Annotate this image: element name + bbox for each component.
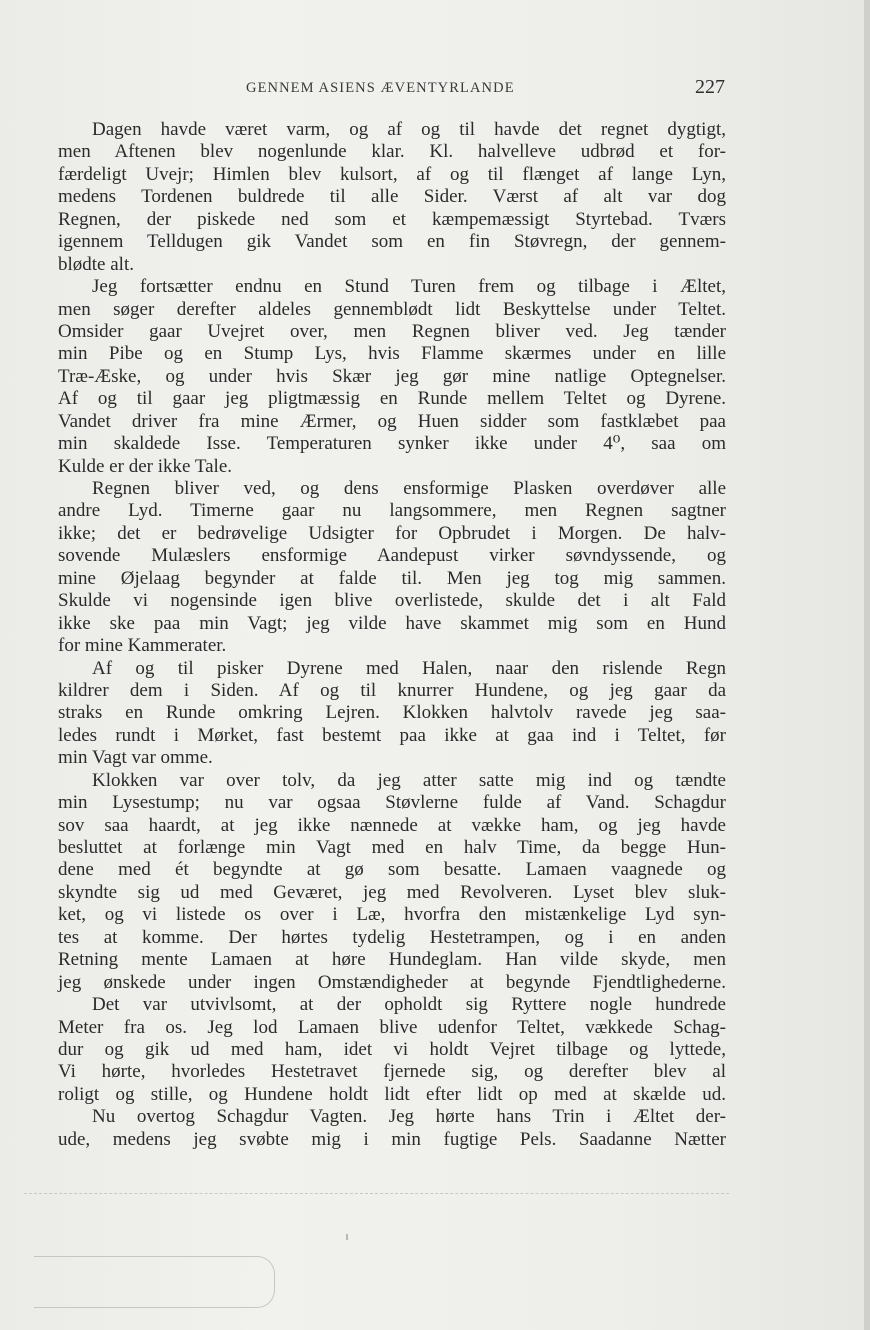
text-line: besluttet at forlænge min Vagt med en halv Time, da begge Hun- [58, 837, 726, 858]
text-line: Dagen havde været varm, og af og til havde det regnet dygtigt, [92, 119, 726, 140]
text-line: jeg ønskede under ingen Omstændigheder at begynde Fjendtlighederne. [58, 971, 726, 993]
text-line: Det var utvivlsomt, at der opholdt sig Ryttere nogle hundrede [92, 994, 726, 1016]
binding-bracket-mark [34, 1256, 275, 1308]
text-line: Af og til gaar jeg pligtmæssig en Runde mellem Teltet og Dyrene. [58, 388, 726, 410]
text-line: Regnen bliver ved, og dens ensformige Plasken overdøver alle [92, 478, 726, 499]
text-line: færdeligt Uvejr; Himlen blev kulsort, af og til flænget af lange Lyn, [58, 163, 726, 185]
text-line: Jeg fortsætter endnu en Stund Turen frem og tilbage i Æltet, [92, 276, 726, 298]
text-line: Omsider gaar Uvejret over, men Regnen bliver ved. Jeg tænder [58, 320, 726, 342]
text-line: ikke; det er bedrøvelige Udsigter for Opbrudet i Morgen. De halv- [58, 522, 726, 544]
text-line: dur og gik ud med ham, idet vi holdt Vejret tilbage og lyttede, [58, 1038, 726, 1060]
text-line: blødte alt. [58, 253, 134, 275]
text-line: dene med ét begyndte at gø som besatte. Lamaen vaagnede og [58, 859, 726, 881]
text-line: ude, medens jeg svøbte mig i min fugtige Pels. Saadanne Nætter [58, 1128, 726, 1150]
text-line: tes at komme. Der hørtes tydelig Hestetrampen, og i en anden [58, 926, 726, 948]
text-line: min Pibe og en Stump Lys, hvis Flamme skærmes under en lille [58, 343, 726, 365]
text-line: Af og til pisker Dyrene med Halen, naar den rislende Regn [92, 657, 726, 679]
text-line: roligt og stille, og Hundene holdt lidt efter lidt op med at skælde ud. [58, 1083, 726, 1105]
text-line: ikke ske paa min Vagt; jeg vilde have skammet mig som en Hund [58, 612, 726, 634]
text-line: Vandet driver fra mine Ærmer, og Huen sidder som fastklæbet paa [58, 410, 726, 432]
text-line: medens Tordenen buldrede til alle Sider. Værst af alt var dog [58, 186, 726, 208]
page-speck [346, 1234, 348, 1240]
text-line: Vi hørte, hvorledes Hestetravet fjernede sig, og derefter blev al [58, 1061, 726, 1083]
text-line: min skaldede Isse. Temperaturen synker ikke under 4⁰, saa om [58, 433, 726, 455]
text-line: igennem Telldugen gik Vandet som en fin Støvregn, der gennem- [58, 231, 726, 253]
text-line: ket, og vi listede os over i Læ, hvorfra den mistænkelige Lyd syn- [58, 904, 726, 926]
body-text [58, 119, 726, 1151]
text-line: andre Lyd. Timerne gaar nu langsommere, men Regnen sagtner [58, 500, 726, 522]
page-bottom-rule [24, 1193, 729, 1194]
text-line: sovende Mulæslers ensformige Aandepust virker søvndyssende, og [58, 545, 726, 567]
page-edge [864, 0, 870, 1330]
text-line: Træ-Æske, og under hvis Skær jeg gør mine natlige Optegnelser. [58, 365, 726, 387]
text-line: min Vagt var omme. [58, 747, 213, 769]
page-number: 227 [695, 76, 725, 98]
text-line: men Aftenen blev nogenlunde klar. Kl. halvelleve udbrød et for- [58, 141, 726, 163]
text-line: men søger derefter aldeles gennemblødt lidt Beskyttelse under Teltet. [58, 298, 726, 320]
text-line: min Lysestump; nu var ogsaa Støvlerne fulde af Vand. Schagdur [58, 792, 726, 814]
text-line: ledes rundt i Mørket, fast bestemt paa ikke at gaa ind i Teltet, før [58, 724, 726, 746]
text-line: kildrer dem i Siden. Af og til knurrer Hundene, og jeg gaar da [58, 679, 726, 701]
text-line: Kulde er der ikke Tale. [58, 455, 232, 477]
text-line: Nu overtog Schagdur Vagten. Jeg hørte hans Trin i Æltet der- [92, 1106, 726, 1128]
text-line: Skulde vi nogensinde igen blive overlistede, skulde det i alt Fald [58, 590, 726, 612]
running-title: GENNEM ASIENS ÆVENTYRLANDE [246, 80, 515, 96]
text-line: Retning mente Lamaen at høre Hundeglam. Han vilde skyde, men [58, 949, 726, 971]
page-header [88, 76, 728, 100]
text-line: Klokken var over tolv, da jeg atter satte mig ind og tændte [92, 769, 726, 791]
text-line: Regnen, der piskede ned som et kæmpemæssigt Styrtebad. Tværs [58, 208, 726, 230]
text-line: skyndte sig ud med Geværet, jeg med Revolveren. Lyset blev sluk- [58, 881, 726, 903]
text-line: straks en Runde omkring Lejren. Klokken halvtolv ravede jeg saa- [58, 702, 726, 724]
text-line: for mine Kammerater. [58, 635, 227, 657]
text-line: Meter fra os. Jeg lod Lamaen blive udenfor Teltet, vækkede Schag- [58, 1016, 726, 1038]
text-line: sov saa haardt, at jeg ikke nænnede at vække ham, og jeg havde [58, 814, 726, 836]
text-line: mine Øjelaag begynder at falde til. Men jeg tog mig sammen. [58, 567, 726, 589]
